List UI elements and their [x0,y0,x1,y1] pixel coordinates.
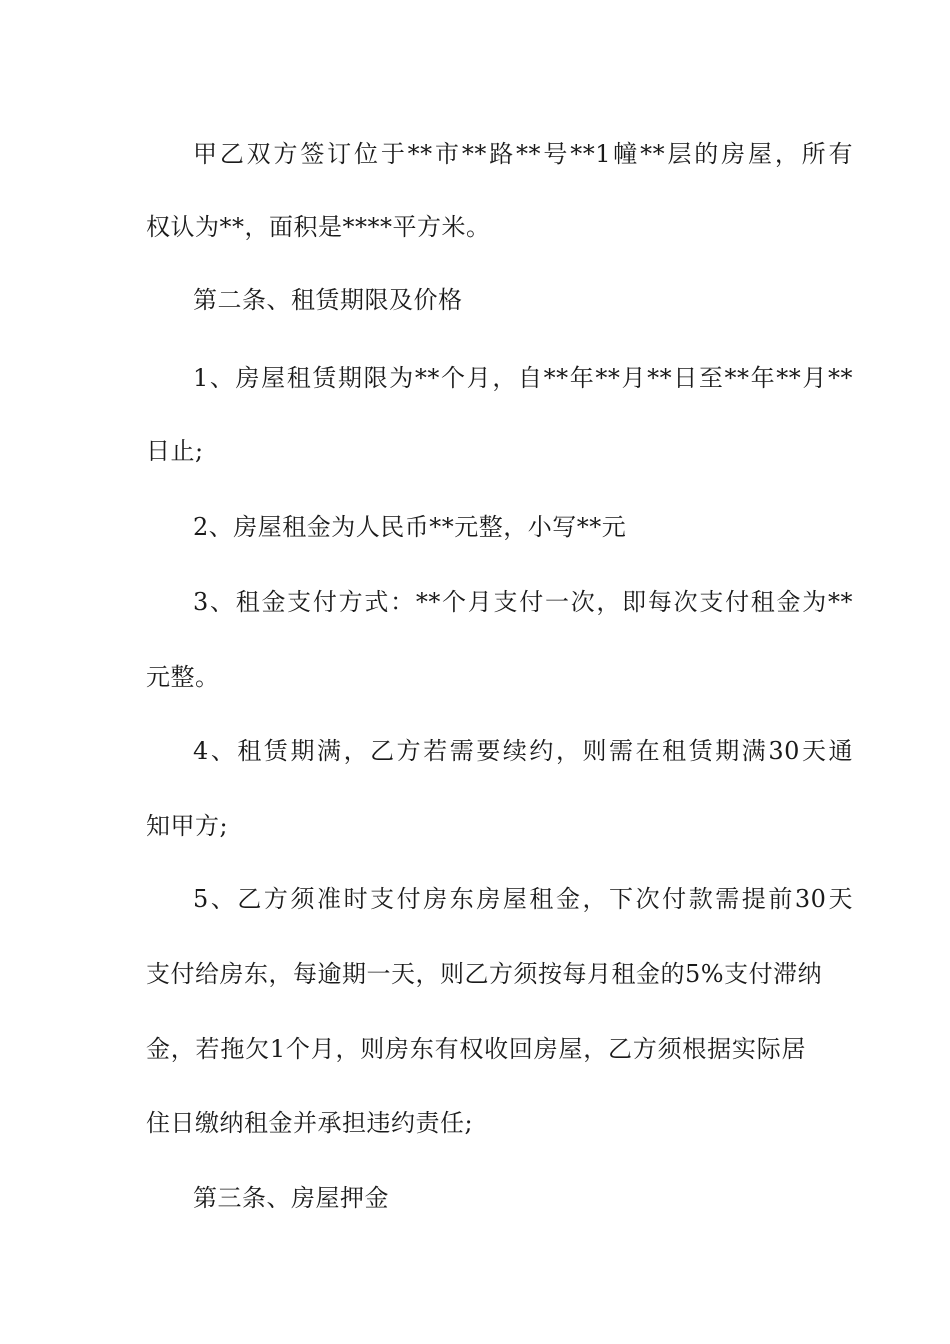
paragraph-line: 3、租金支付方式：**个月支付一次，即每次支付租金为** [193,588,853,616]
paragraph-line: 5、乙方须准时支付房东房屋租金，下次付款需提前30天 [193,885,853,913]
paragraph-line: 金，若拖欠1个月，则房东有权收回房屋，乙方须根据实际居 [146,1035,806,1063]
paragraph-line: 元整。 [146,663,220,691]
paragraph-line: 2、房屋租金为人民币**元整，小写**元 [193,513,627,541]
paragraph-line: 支付给房东，每逾期一天，则乙方须按每月租金的5%支付滞纳 [146,960,823,988]
paragraph-line: 住日缴纳租金并承担违约责任; [146,1109,474,1137]
paragraph-line: 甲乙双方签订位于**市**路**号**1幢**层的房屋，所有 [193,140,853,168]
paragraph-line: 日止; [146,437,204,465]
paragraph-line: 4、租赁期满，乙方若需要续约，则需在租赁期满30天通 [193,737,853,765]
section-heading: 第二条、租赁期限及价格 [193,286,463,314]
paragraph-line: 1、房屋租赁期限为**个月，自**年**月**日至**年**月** [193,364,853,392]
paragraph-line: 知甲方; [146,812,229,840]
section-heading: 第三条、房屋押金 [193,1184,389,1212]
paragraph-line: 权认为**，面积是****平方米。 [146,213,491,241]
